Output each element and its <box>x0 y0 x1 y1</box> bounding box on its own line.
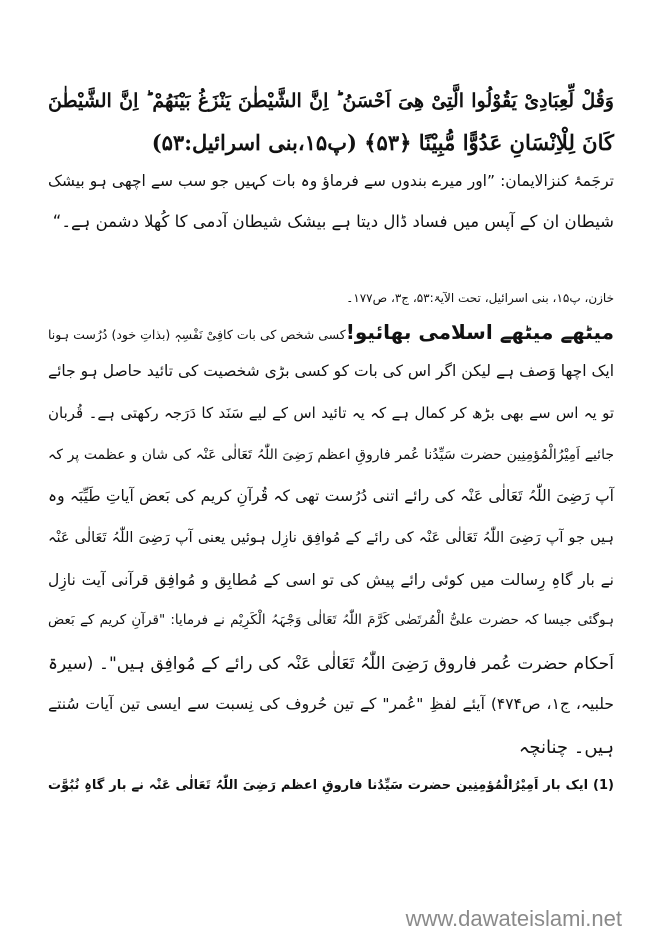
body-line: جائیے اَمِیْرُالْمُؤمِنِین حضرت سَیِّدُنا عُمر فاروقِ اعظم رَضِیَ اللّٰہُ تَعَالٰی عَنْہ کی شان و عظمت پر کہ <box>48 447 614 463</box>
translation-line-1: ترجَمۂ کنزالایمان: ”اور میرے بندوں سے فرماؤ وہ بات کہیں جو سب سے اچھی ہو بیشک <box>48 172 614 190</box>
body-line: اَحکام حضرت عُمر فاروق رَضِیَ اللّٰہُ تَعَالٰی عَنْہ کی رائے کے مُوافِق ہیں"۔ (سیرۃ <box>48 654 614 674</box>
quran-line-1: وَقُلْ لِّعِبَادِیْ یَقُوْلُوا الَّتِیْ هِیَ اَحْسَنُ ؕ اِنَّ الشَّیْطٰنَ یَنْزَغُ بَیْنَهُمْ ؕ اِنَّ الشَّیْطٰنَ <box>48 90 614 112</box>
body-line: ہیں۔ چنانچہ <box>518 737 614 758</box>
website-watermark[interactable]: www.dawateislami.net <box>405 906 622 931</box>
body-line: تو یہ اس سے بھی بڑھ کر کمال ہے کہ یہ تائید اس کے لیے سَنَد کا دَرَجہ رکھتی ہے۔ قُربان <box>48 404 614 422</box>
body-line: ہیں جو آپ رَضِیَ اللّٰہُ تَعَالٰی عَنْہ کی رائے کے مُوافِق نازِل ہوئیں یعنی آپ رَضِیَ اللّٰہُ تَعَالٰی عَنْہ <box>48 530 614 546</box>
body-line <box>48 322 614 342</box>
quran-line-2: كَانَ لِلْاِنْسَانِ عَدُوًّا مُّبِیْنًا ﴿۵۳﴾ (پ۱۵،بنی اسرائیل:۵۳) <box>151 130 614 155</box>
body-line-text: کسی شخص کی بات کافِیْ نَفْسِہٖ (بذاتِ خود) دُرُست ہونا <box>48 327 346 342</box>
numbered-item-1: (1) ایک بار اَمِیْرُالْمُؤمِنِین حضرت سَیِّدُنا فاروقِ اعظم رَضِیَ اللّٰہُ تَعَالٰی عَنْہ نے بار گاہِ نُبُوَّت <box>48 778 614 793</box>
translation-line-2: شیطان ان کے آپس میں فساد ڈال دیتا ہے بیشک شیطان آدمی کا کُھلا دشمن ہے۔“ <box>52 212 614 231</box>
reference-citation: خازن، پ۱۵، بنی اسرائیل، تحت الآیۃ:۵۳، ج۳، ص۱۷۷۔ <box>346 291 614 305</box>
body-line: نے بار گاہِ رِسالت میں کوئی رائے پیش کی تو اسی کے مُطابِق و مُوافِق قرآنی آیت نازِل <box>48 571 614 589</box>
body-line: ایک اچھا وَصف ہے لیکن اگر اس کی بات کو کسی بڑی شخصیت کی تائید حاصل ہو جائے <box>48 362 614 380</box>
body-line: آپ رَضِیَ اللّٰہُ تَعَالٰی عَنْہ کی رائے اتنی دُرُست تھی کہ قُرآنِ کریم کی بَعض آیاتِ طَیِّبَہ وہ <box>48 487 614 505</box>
body-line: ہوگئی جیسا کہ حضرت علیُّ الْمُرتَضٰی کَرَّمَ اللّٰہُ تَعَالٰی وَجْہَہُ الْکَرِیْم نے فرمایا: "قرآنِ کریم کے بَعض <box>48 612 614 628</box>
body-line: حلبیہ، ج۱، ص۴۷۴) آیئے لفظِ "عُمر" کے تین حُروف کی نِسبت سے ایسی تین آیات سُنتے <box>48 695 615 713</box>
section-heading: میٹھے میٹھے اسلامی بھائیو! <box>345 320 614 344</box>
